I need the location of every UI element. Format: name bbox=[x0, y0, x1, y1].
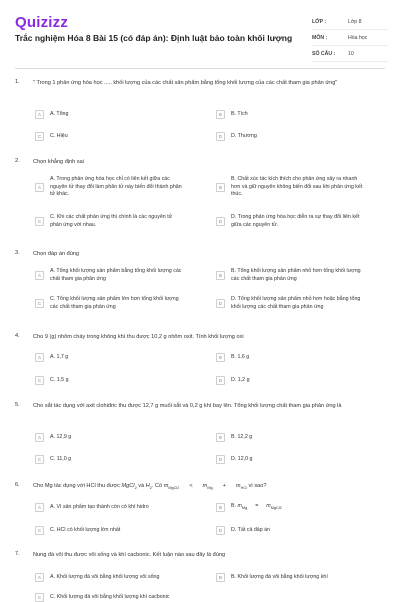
option-text: A. Trong phản ứng hóa học chỉ có liên kết giữa các nguyên tử thay đổi làm phân tử này biến đổi thành phân tử khác. bbox=[50, 176, 182, 197]
option-text: B. Khối lượng đá vôi bằng khối lượng khí bbox=[231, 573, 328, 580]
option-c[interactable] bbox=[35, 214, 185, 229]
option-a[interactable] bbox=[35, 503, 185, 512]
option-letter-box: D bbox=[216, 376, 225, 385]
option-letter-box: B bbox=[216, 573, 225, 582]
option-letter-box: D bbox=[216, 132, 225, 141]
option-letter-box: B bbox=[216, 271, 225, 280]
option-letter-box: D bbox=[216, 455, 225, 464]
option-letter-box: B bbox=[216, 110, 225, 119]
option-text: C. Khi các chất phản ứng thì chính là các nguyên tử phản ứng với nhau. bbox=[50, 214, 173, 228]
question-number: 5. bbox=[15, 402, 20, 408]
option-text: B. 12,2 g bbox=[231, 433, 253, 440]
option-text: B. Tích bbox=[231, 110, 248, 117]
option-letter-box: D bbox=[216, 299, 225, 308]
question-text: Chọn đáp án đúng bbox=[33, 251, 80, 257]
option-c[interactable] bbox=[35, 376, 185, 385]
option-letter-box: C bbox=[35, 217, 44, 226]
option-a[interactable] bbox=[35, 433, 185, 442]
option-b[interactable] bbox=[216, 503, 366, 513]
option-text: B. $m_{Mg} = m_{MgCl2}$ bbox=[231, 503, 282, 511]
option-letter-box: A bbox=[35, 503, 44, 512]
option-c[interactable] bbox=[35, 455, 185, 464]
option-text: C. Tổng khối lượng sản phẩm lớn hơn tổng khối lượng các chất tham gia phản ứng bbox=[50, 296, 179, 310]
question-number: 1. bbox=[15, 79, 20, 85]
option-text: A. 1,7 g bbox=[50, 353, 69, 360]
question-text: Chọn khẳng định sai bbox=[33, 159, 85, 165]
option-letter-box: B bbox=[216, 433, 225, 442]
option-letter-box: A bbox=[35, 183, 44, 192]
option-text: D. Trong phản ứng hóa học diễn ra sự thay đổi liên kết giữa các nguyên tử. bbox=[231, 214, 360, 228]
option-text: A. Tổng khối lượng sản phẩm bằng tổng khối lượng các chất tham gia phản ứng bbox=[50, 268, 182, 282]
option-c[interactable] bbox=[35, 296, 185, 311]
option-b[interactable] bbox=[216, 573, 366, 582]
option-letter-box: B bbox=[216, 353, 225, 362]
option-b[interactable] bbox=[216, 353, 366, 362]
header-divider bbox=[15, 68, 385, 69]
option-b[interactable] bbox=[216, 176, 366, 199]
option-b[interactable] bbox=[216, 433, 366, 442]
page-title: Trắc nghiệm Hóa 8 Bài 15 (có đáp án): Định luật bảo toàn khối lượng bbox=[15, 33, 293, 43]
question-text: Cho sắt tác dụng với axit clohiđric thu được 12,7 g muối sắt và 0,2 g khí bay lên. Tổng khối lượng chất tham gia phản ứng là bbox=[33, 403, 342, 409]
question-number: 7. bbox=[15, 551, 20, 557]
option-text: A. 12,9 g bbox=[50, 433, 72, 440]
option-c[interactable] bbox=[35, 526, 185, 535]
option-a[interactable] bbox=[35, 573, 185, 582]
option-text: C. 11,0 g bbox=[50, 455, 72, 462]
option-d[interactable] bbox=[216, 526, 366, 535]
option-letter-box: A bbox=[35, 271, 44, 280]
question-text: Cho Mg tác dụng với HCl thu được MgCl$_2$ và $H_2$. Có $m_{MgCl2} < m_{Mg} + m_{HCl}$ vì sao? bbox=[33, 483, 267, 491]
option-letter-box: A bbox=[35, 433, 44, 442]
option-text: D. 12,0 g bbox=[231, 455, 253, 462]
option-text: B. Tổng khối lượng sản phẩm nhỏ hơn tổng khối lượng các chất tham gia phản ứng bbox=[231, 268, 361, 282]
option-text: C. Hiệu bbox=[50, 132, 68, 139]
option-text: A. Vì sản phẩm tạo thành còn có khí hidro bbox=[50, 503, 149, 510]
option-letter-box: B bbox=[216, 503, 225, 512]
option-text: D. Tất cả đáp án bbox=[231, 526, 271, 533]
meta-value: Hóa học bbox=[348, 34, 368, 41]
meta-value: Lớp 8 bbox=[348, 18, 362, 25]
meta-label: MÔN : bbox=[312, 34, 328, 41]
option-letter-box: C bbox=[35, 376, 44, 385]
question-number: 6. bbox=[15, 482, 20, 488]
question-text: Nung đá vôi thu được vôi sống và khí cacbonic. Kết luận nào sau đây là đúng bbox=[33, 552, 226, 558]
quizizz-logo: Quizizz bbox=[15, 14, 69, 31]
meta-label: SỐ CÂU : bbox=[312, 50, 336, 57]
option-text: D. 1,2 g bbox=[231, 376, 250, 383]
option-text: C. HCl có khối lượng lớn nhất bbox=[50, 526, 121, 533]
option-b[interactable] bbox=[216, 110, 366, 119]
option-d[interactable] bbox=[216, 376, 366, 385]
option-letter-box: A bbox=[35, 353, 44, 362]
option-letter-box: C bbox=[35, 593, 44, 602]
option-text: C. 1,5 g bbox=[50, 376, 69, 383]
option-letter-box: D bbox=[216, 217, 225, 226]
option-letter-box: A bbox=[35, 573, 44, 582]
question-text: Cho 9 (g) nhôm cháy trong không khí thu được 10,2 g nhôm oxit. Tính khối lượng oxi bbox=[33, 334, 244, 340]
option-d[interactable] bbox=[216, 132, 366, 141]
question-number: 2. bbox=[15, 158, 20, 164]
meta-label: LỚP : bbox=[312, 18, 327, 25]
option-c[interactable] bbox=[35, 593, 185, 602]
option-a[interactable] bbox=[35, 268, 185, 283]
option-a[interactable] bbox=[35, 353, 185, 362]
meta-panel bbox=[312, 14, 388, 62]
option-a[interactable] bbox=[35, 176, 185, 199]
question-number: 4. bbox=[15, 333, 20, 339]
option-text: B. 1,6 g bbox=[231, 353, 250, 360]
meta-count-row bbox=[312, 46, 388, 62]
option-text: B. Chất xúc tác kích thích cho phản ứng xảy ra nhanh hơn và giữ nguyên không biến đổi sau khi phản ứng kết thúc. bbox=[231, 176, 363, 197]
option-letter-box: C bbox=[35, 299, 44, 308]
option-letter-box: B bbox=[216, 183, 225, 192]
option-a[interactable] bbox=[35, 110, 185, 119]
option-text: A. Tổng bbox=[50, 110, 69, 117]
option-d[interactable] bbox=[216, 455, 366, 464]
option-d[interactable] bbox=[216, 214, 366, 229]
option-letter-box: C bbox=[35, 526, 44, 535]
question-number: 3. bbox=[15, 250, 20, 256]
option-text: D. Thương bbox=[231, 132, 257, 139]
option-text: C. Khối lượng đá vôi bằng khối lượng khí cacbonic bbox=[50, 593, 170, 600]
option-text: A. Khối lượng đá vôi bằng khối lượng vôi sống bbox=[50, 573, 160, 580]
meta-class-row bbox=[312, 14, 388, 30]
option-letter-box: C bbox=[35, 132, 44, 141]
option-c[interactable] bbox=[35, 132, 185, 141]
option-b[interactable] bbox=[216, 268, 366, 283]
meta-value: 10 bbox=[348, 50, 354, 57]
option-letter-box: A bbox=[35, 110, 44, 119]
option-d[interactable] bbox=[216, 296, 366, 311]
option-letter-box: C bbox=[35, 455, 44, 464]
option-text: D. Tổng khối lượng sản phẩm nhỏ hơn hoặc bằng tổng khối lượng các chất tham gia phản ứng bbox=[231, 296, 361, 310]
option-letter-box: D bbox=[216, 526, 225, 535]
question-text: " Trong 1 phản ứng hóa học ..... khối lượng của các chất sản phẩm bằng tổng khối lượng của các chất tham gia phản ứng" bbox=[33, 80, 338, 86]
meta-subject-row bbox=[312, 30, 388, 46]
